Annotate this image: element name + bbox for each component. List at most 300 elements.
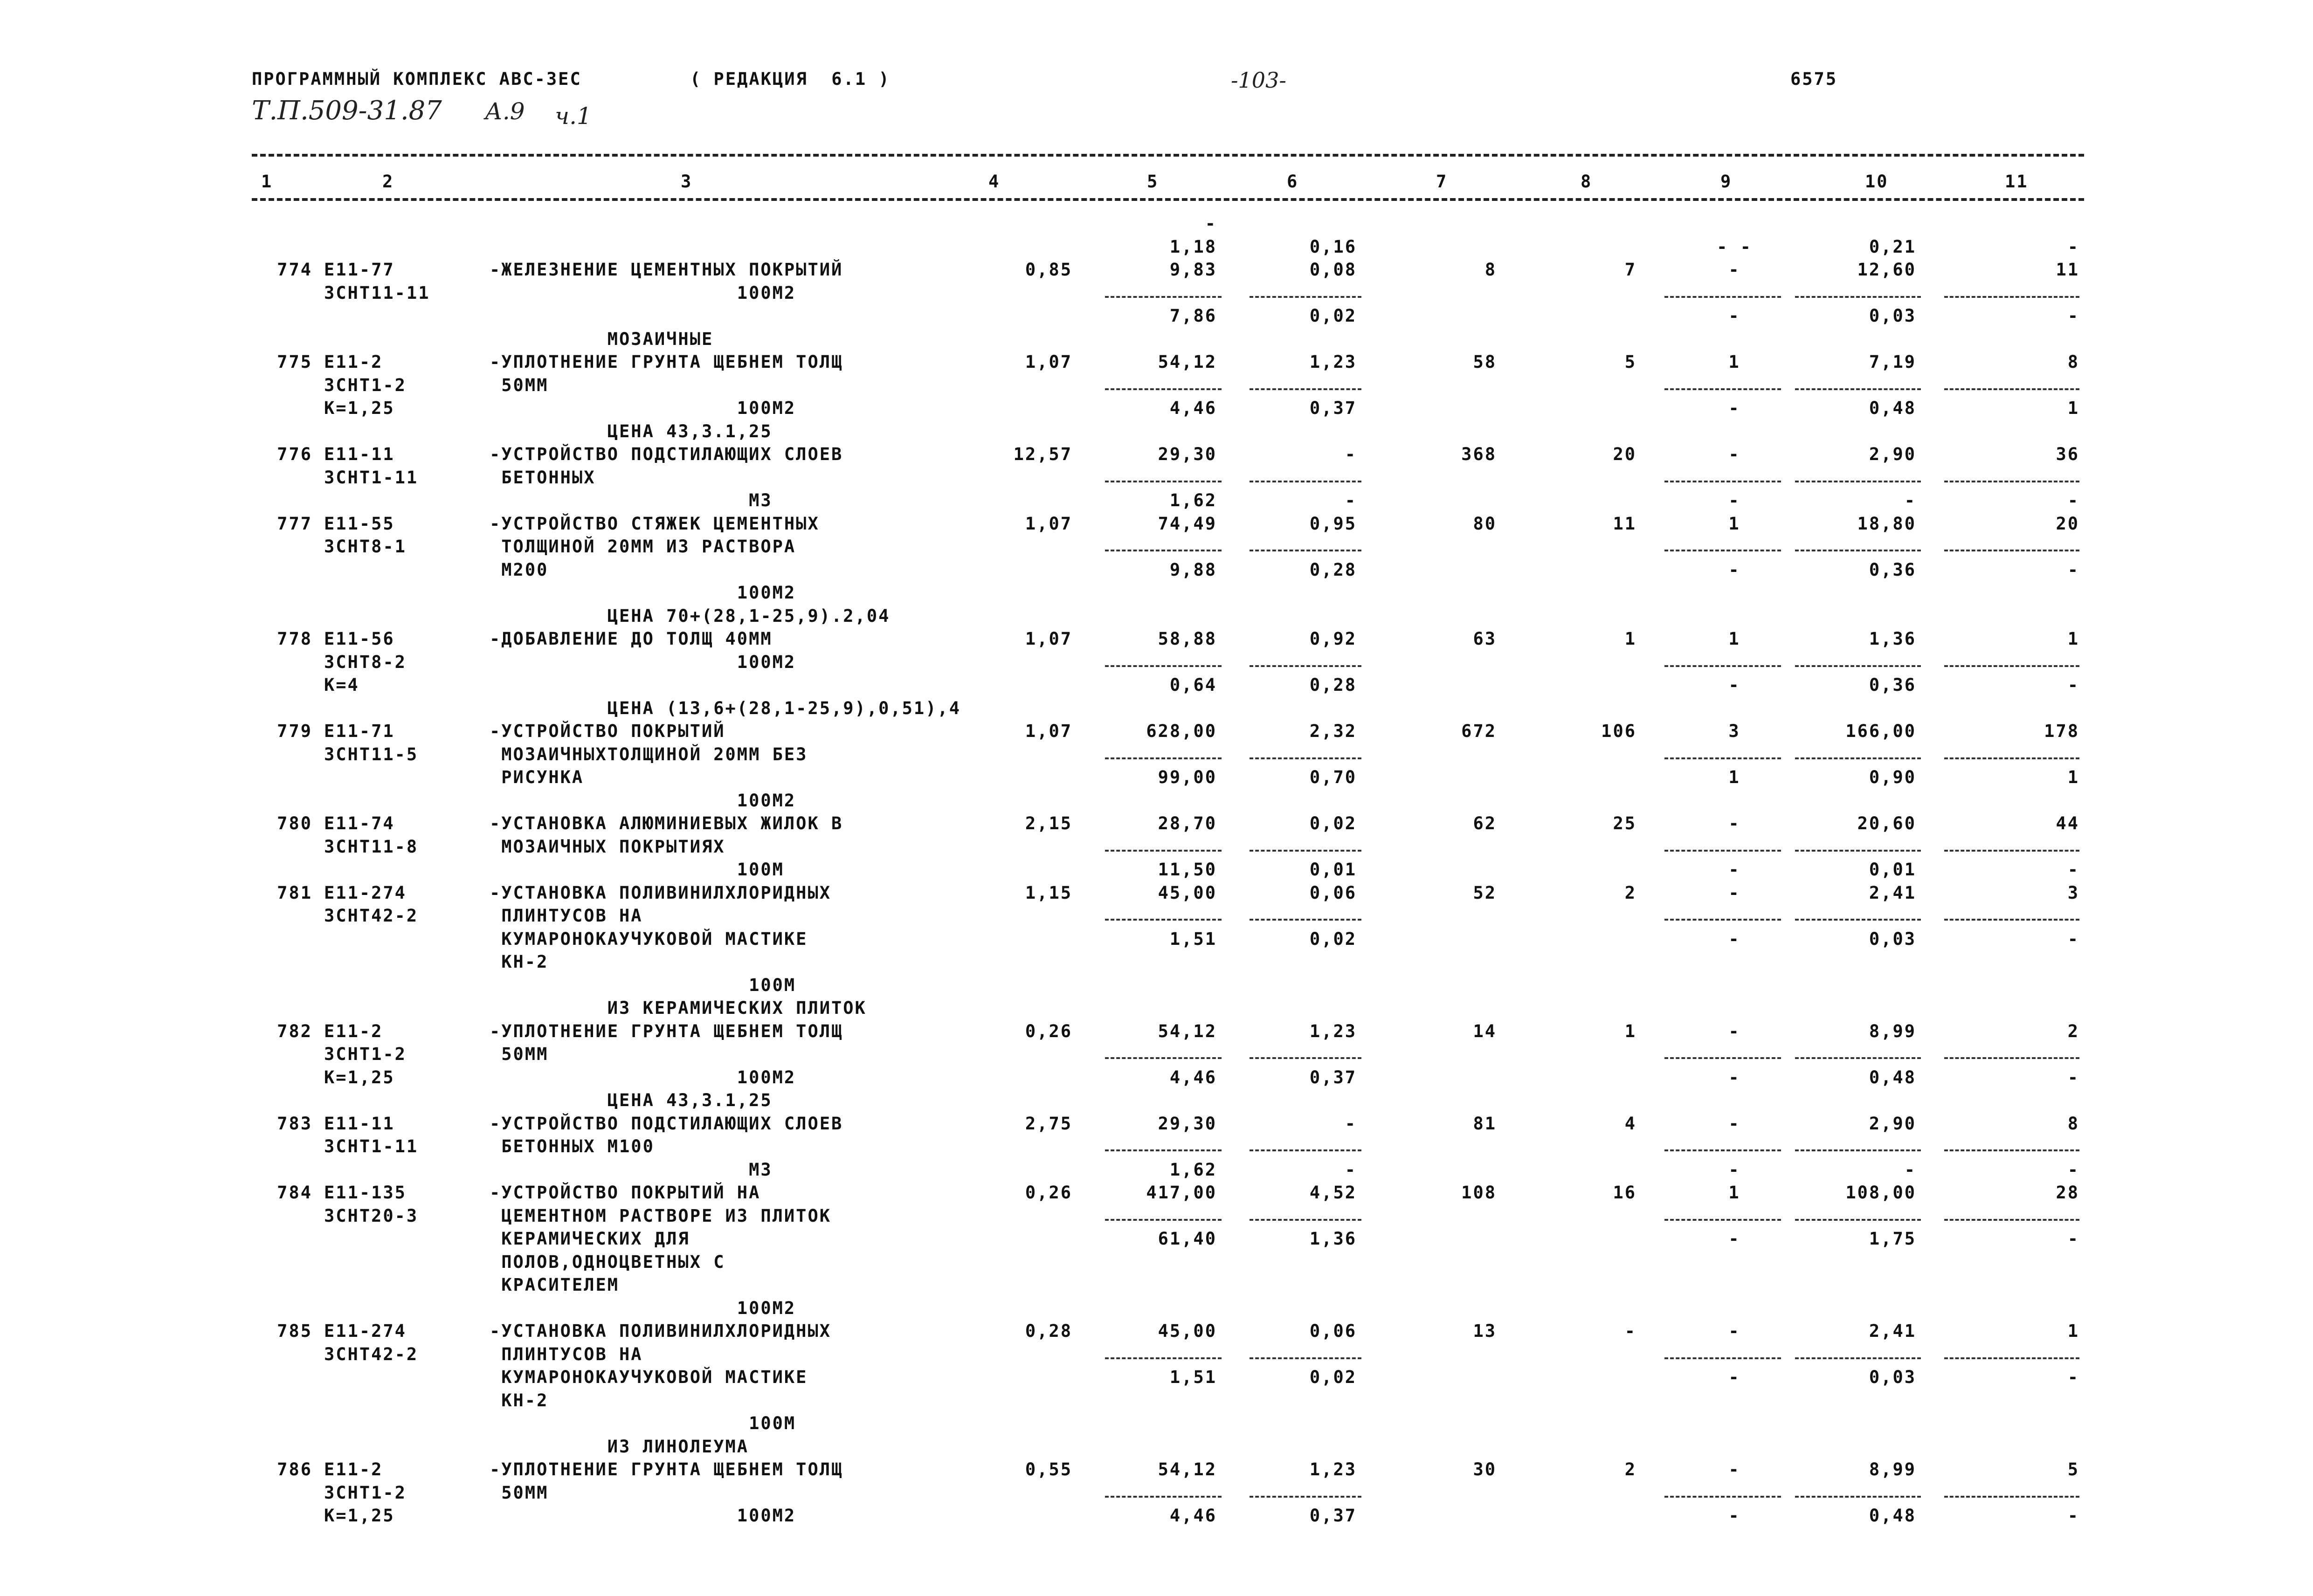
cell-c9: -: [1728, 675, 1740, 695]
cell-c11: 44: [2056, 813, 2079, 833]
cell-c11: 1: [2067, 629, 2079, 649]
cell-c7: 13: [1473, 1321, 1497, 1341]
subtotal-separator: [1105, 919, 1222, 921]
cell-c10: 2,41: [1869, 882, 1916, 903]
cell-desc: МОЗАИЧНЫХ ПОКРЫТИЯХ: [490, 836, 725, 857]
subtotal-separator: [1664, 388, 1781, 390]
cell-c6: 1,23: [1309, 352, 1357, 372]
cell-desc: ПОЛОВ,ОДНОЦВЕТНЫХ С: [490, 1252, 725, 1272]
cell-c10: 2,90: [1869, 1113, 1916, 1134]
cell-c11: 28: [2056, 1183, 2079, 1203]
cell-c10: 1,36: [1869, 629, 1916, 649]
cell-c4: 0,26: [1025, 1021, 1072, 1041]
subtotal-separator: [1795, 850, 1921, 852]
cell-c7: 80: [1473, 513, 1497, 534]
cell-c9: -: [1728, 882, 1740, 903]
cell-c5: 0,64: [1169, 675, 1217, 695]
cell-code: E11-135: [324, 1183, 407, 1203]
cell-code: E11-11: [324, 444, 395, 464]
cell-c9: -: [1728, 398, 1740, 418]
cell-c10: 0,03: [1869, 306, 1916, 326]
cell-desc: ПЛИНТУСОВ НА: [490, 906, 643, 926]
cell-c11: -: [2067, 306, 2079, 326]
cell-c11: -: [2067, 1506, 2079, 1526]
cell-c6: 0,28: [1309, 675, 1357, 695]
handwritten-reference: Т.П.509-31.87: [252, 96, 442, 126]
subtotal-separator: [1795, 1219, 1921, 1221]
document-code: 6575: [1790, 69, 1838, 89]
program-title: ПРОГРАММНЫЙ КОМПЛЕКС АВС-3ЕС: [252, 69, 582, 89]
cell-c8: 1: [1624, 1021, 1636, 1041]
column-header-5: 5: [1147, 172, 1159, 192]
column-header-6: 6: [1287, 172, 1299, 192]
cell-c10: 0,90: [1869, 767, 1916, 787]
cell-c7: 672: [1461, 721, 1497, 741]
cell-c9: -: [1728, 1506, 1740, 1526]
cell-code: E11-74: [324, 813, 395, 833]
cell-desc: -УПЛОТНЕНИЕ ГРУНТА ЩЕБНЕМ ТОЛЩ: [490, 1459, 843, 1479]
cell-code: ЗСНТ8-1: [324, 537, 407, 557]
subtotal-separator: [1944, 1149, 2079, 1151]
subtotal-separator: [1944, 388, 2079, 390]
cell-c5: 61,40: [1158, 1229, 1217, 1249]
cell-desc: 100М2: [490, 398, 796, 418]
subtotal-separator: [1944, 1496, 2079, 1498]
cell-desc: М200: [490, 559, 549, 580]
subtotal-separator: [1795, 1057, 1921, 1059]
cell-c11: -: [2067, 236, 2079, 257]
cell-c10: 2,90: [1869, 444, 1916, 464]
cell-code: E11-2: [324, 1459, 383, 1479]
cell-c11: 11: [2056, 260, 2079, 280]
cell-desc: ТОЛЩИНОЙ 20ММ ИЗ РАСТВОРА: [490, 537, 796, 557]
subtotal-separator: [1944, 481, 2079, 482]
cell-c11: 3: [2067, 882, 2079, 903]
cell-code: ЗСНТ11-11: [324, 282, 430, 303]
subtotal-separator: [1250, 388, 1361, 390]
cell-desc: КУМАРОНОКАУЧУКОВОЙ МАСТИКЕ: [490, 1367, 808, 1387]
cell-desc: -УСТАНОВКА ПОЛИВИНИЛХЛОРИДНЫХ: [490, 1321, 832, 1341]
cell-desc: МОЗАИЧНЫЕ: [490, 329, 714, 349]
cell-c10: 0,03: [1869, 929, 1916, 949]
subtotal-separator: [1795, 1149, 1921, 1151]
cell-c9: -: [1728, 306, 1740, 326]
cell-no: 785: [277, 1321, 312, 1341]
cell-c11: 8: [2067, 352, 2079, 372]
cell-c5: 45,00: [1158, 882, 1217, 903]
cell-desc: ПЛИНТУСОВ НА: [490, 1344, 643, 1364]
cell-desc: 50ММ: [490, 1482, 549, 1503]
cell-c6: 0,37: [1309, 398, 1357, 418]
column-header-9: 9: [1720, 172, 1733, 192]
subtotal-separator: [1664, 1496, 1781, 1498]
subtotal-separator: [1944, 757, 2079, 759]
subtotal-separator: [1795, 481, 1921, 482]
cell-c9: 1: [1728, 352, 1740, 372]
cell-no: 784: [277, 1183, 312, 1203]
cell-c7: 81: [1473, 1113, 1497, 1134]
cell-c8: 11: [1613, 513, 1636, 534]
cell-c5: 7,86: [1169, 306, 1217, 326]
cell-c10: 0,48: [1869, 1067, 1916, 1087]
cell-c10: 0,48: [1869, 1506, 1916, 1526]
subtotal-separator: [1250, 1357, 1361, 1359]
column-header-8: 8: [1581, 172, 1593, 192]
cell-c10: 0,21: [1869, 236, 1916, 257]
cell-desc: 50ММ: [490, 1044, 549, 1064]
cell-desc: КРАСИТЕЛЕМ: [490, 1275, 620, 1295]
cell-c9: -: [1728, 1113, 1740, 1134]
cell-code: ЗСНТ1-2: [324, 1044, 407, 1064]
cell-c9: -: [1728, 1367, 1740, 1387]
cell-c11: -: [2067, 860, 2079, 880]
cell-code: ЗСНТ42-2: [324, 1344, 419, 1364]
cell-no: 779: [277, 721, 312, 741]
cell-no: 777: [277, 513, 312, 534]
cell-c9: -: [1728, 1159, 1740, 1180]
cell-code: ЗСНТ1-11: [324, 467, 419, 488]
subtotal-separator: [1664, 919, 1781, 921]
cell-no: 778: [277, 629, 312, 649]
cell-c5: 29,30: [1158, 444, 1217, 464]
cell-c10: 1,75: [1869, 1229, 1916, 1249]
cell-c5: 9,88: [1169, 559, 1217, 580]
cell-code: К=1,25: [324, 398, 395, 418]
handwritten-album: А.9: [485, 98, 525, 125]
cell-c11: -: [2067, 1159, 2079, 1180]
cell-c11: 8: [2067, 1113, 2079, 1134]
cell-c11: -: [2067, 559, 2079, 580]
subtotal-separator: [1944, 1357, 2079, 1359]
cell-c5: 1,62: [1169, 490, 1217, 510]
cell-c11: -: [2067, 929, 2079, 949]
cell-c10: 18,80: [1857, 513, 1916, 534]
cell-desc: МОЗАИЧНЫХТОЛЩИНОЙ 20ММ БЕЗ: [490, 744, 808, 764]
cell-c6: 0,02: [1309, 813, 1357, 833]
cell-c10: 7,19: [1869, 352, 1916, 372]
cell-code: E11-2: [324, 1021, 383, 1041]
cell-c9: -: [1728, 929, 1740, 949]
subtotal-separator: [1664, 1219, 1781, 1221]
cell-c9: 1: [1728, 767, 1740, 787]
subtotal-separator: [1664, 1057, 1781, 1059]
cell-c8: 2: [1624, 882, 1636, 903]
cell-desc: -УСТАНОВКА ПОЛИВИНИЛХЛОРИДНЫХ: [490, 882, 832, 903]
handwritten-part: ч.1: [555, 103, 592, 130]
column-header-4: 4: [988, 172, 1001, 192]
cell-desc: 100М: [490, 1413, 796, 1433]
cell-c10: -: [1904, 490, 1916, 510]
cell-desc: 100М2: [490, 652, 796, 672]
cell-c7: 8: [1484, 260, 1497, 280]
cell-c4: 1,07: [1025, 352, 1072, 372]
cell-c6: 2,32: [1309, 721, 1357, 741]
subtotal-separator: [1105, 550, 1222, 551]
cell-c6: 0,95: [1309, 513, 1357, 534]
subtotal-separator: [1944, 919, 2079, 921]
edition-label: ( РЕДАКЦИЯ 6.1 ): [690, 69, 891, 89]
subtotal-separator: [1250, 1057, 1361, 1059]
subtotal-separator: [1795, 919, 1921, 921]
cell-c5: 54,12: [1158, 352, 1217, 372]
cell-c10: 0,48: [1869, 398, 1916, 418]
subtotal-separator: [1105, 850, 1222, 852]
cell-code: E11-55: [324, 513, 395, 534]
cell-desc: -УСТРОЙСТВО ПОКРЫТИЙ НА: [490, 1183, 761, 1203]
subtotal-separator: [1944, 550, 2079, 551]
cell-c11: -: [2067, 1367, 2079, 1387]
cell-c7: 58: [1473, 352, 1497, 372]
subtotal-separator: [1664, 481, 1781, 482]
cell-c4: 0,55: [1025, 1459, 1072, 1479]
cell-code: ЗСНТ1-2: [324, 375, 407, 395]
cell-c8: 4: [1624, 1113, 1636, 1134]
cell-c9: -: [1728, 813, 1740, 833]
cell-code: К=1,25: [324, 1506, 395, 1526]
subtotal-separator: [1105, 665, 1222, 667]
cell-c10: 20,60: [1857, 813, 1916, 833]
subtotal-separator: [1664, 1149, 1781, 1151]
cell-code: ЗСНТ11-5: [324, 744, 419, 764]
cell-c6: 0,08: [1309, 260, 1357, 280]
cell-c6: 0,02: [1309, 929, 1357, 949]
cell-code: ЗСНТ1-11: [324, 1136, 419, 1156]
cell-c6: 0,37: [1309, 1506, 1357, 1526]
cell-desc: КН-2: [490, 1390, 549, 1410]
cell-c9: -: [1728, 860, 1740, 880]
subtotal-separator: [1795, 296, 1921, 298]
cell-c8: 5: [1624, 352, 1636, 372]
cell-c7: 62: [1473, 813, 1497, 833]
column-header-11: 11: [2005, 172, 2029, 192]
cell-c5: 99,00: [1158, 767, 1217, 787]
cell-c5: 54,12: [1158, 1021, 1217, 1041]
column-header-3: 3: [681, 172, 693, 192]
cell-c8: 20: [1613, 444, 1636, 464]
subtotal-separator: [1250, 1219, 1361, 1221]
cell-c4: 1,07: [1025, 629, 1072, 649]
cell-c6: 0,92: [1309, 629, 1357, 649]
cell-c5: 417,00: [1146, 1183, 1217, 1203]
cell-c10: 0,36: [1869, 675, 1916, 695]
cell-desc: М3: [490, 490, 773, 510]
subtotal-separator: [1795, 665, 1921, 667]
subtotal-separator: [1944, 850, 2079, 852]
cell-desc: -УСТРОЙСТВО ПОДСТИЛАЮЩИХ СЛОЕВ: [490, 1113, 843, 1134]
cell-c6: -: [1345, 1159, 1357, 1180]
cell-c9: -: [1728, 1459, 1740, 1479]
cell-code: E11-274: [324, 1321, 407, 1341]
subtotal-separator: [1664, 1357, 1781, 1359]
subtotal-separator: [1795, 550, 1921, 551]
cell-c4: 1,07: [1025, 513, 1072, 534]
cell-code: E11-56: [324, 629, 395, 649]
subtotal-separator: [1944, 1219, 2079, 1221]
cell-c10: 108,00: [1845, 1183, 1916, 1203]
subtotal-separator: [1664, 665, 1781, 667]
cell-desc: -УПЛОТНЕНИЕ ГРУНТА ЩЕБНЕМ ТОЛЩ: [490, 352, 843, 372]
cell-desc: КУМАРОНОКАУЧУКОВОЙ МАСТИКЕ: [490, 929, 808, 949]
cell-c11: 20: [2056, 513, 2079, 534]
cell-no: 782: [277, 1021, 312, 1041]
cell-desc: ЦЕНА 70+(28,1-25,9).2,04: [490, 605, 891, 626]
cell-desc: РИСУНКА: [490, 767, 584, 787]
cell-c5: 54,12: [1158, 1459, 1217, 1479]
cell-c10: -: [1904, 1159, 1916, 1180]
cell-c8: 106: [1601, 721, 1636, 741]
cell-c8: 7: [1624, 260, 1636, 280]
cell-c9: 3: [1728, 721, 1740, 741]
cell-no: 774: [277, 260, 312, 280]
cell-c6: 1,23: [1309, 1459, 1357, 1479]
cell-c9: -: [1728, 1229, 1740, 1249]
cell-desc: 100М2: [490, 790, 796, 811]
cell-desc: ИЗ ЛИНОЛЕУМА: [490, 1436, 749, 1457]
cell-c9: -: [1728, 1321, 1740, 1341]
subtotal-separator: [1944, 1057, 2079, 1059]
cell-c11: -: [2067, 490, 2079, 510]
cell-c9: -: [1728, 444, 1740, 464]
cell-no: 776: [277, 444, 312, 464]
cell-desc: КЕРАМИЧЕСКИХ ДЛЯ: [490, 1229, 690, 1249]
subtotal-separator: [1105, 1357, 1222, 1359]
cell-c8: 25: [1613, 813, 1636, 833]
subtotal-separator: [1795, 1496, 1921, 1498]
cell-c6: 0,70: [1309, 767, 1357, 787]
cell-c8: -: [1624, 1321, 1636, 1341]
cell-c5: 1,62: [1169, 1159, 1217, 1180]
cell-code: ЗСНТ1-2: [324, 1482, 407, 1503]
cell-no: 786: [277, 1459, 312, 1479]
cell-c11: 1: [2067, 767, 2079, 787]
cell-c10: 166,00: [1845, 721, 1916, 741]
cell-c8: 2: [1624, 1459, 1636, 1479]
page-number: -103-: [1231, 68, 1286, 93]
cell-c10: 12,60: [1857, 260, 1916, 280]
cell-code: E11-71: [324, 721, 395, 741]
cell-code: К=4: [324, 675, 359, 695]
subtotal-separator: [1250, 665, 1361, 667]
subtotal-separator: [1664, 850, 1781, 852]
cell-desc: 100М2: [490, 1506, 796, 1526]
subtotal-separator: [1664, 550, 1781, 551]
cell-c11: -: [2067, 1067, 2079, 1087]
subtotal-separator: [1944, 665, 2079, 667]
cell-c5: 28,70: [1158, 813, 1217, 833]
cell-c7: 52: [1473, 882, 1497, 903]
cell-c5: 1,51: [1169, 929, 1217, 949]
subtotal-separator: [1250, 919, 1361, 921]
cell-c10: 8,99: [1869, 1459, 1916, 1479]
cell-code: ЗСНТ42-2: [324, 906, 419, 926]
cell-c6: -: [1345, 444, 1357, 464]
cell-c7: 30: [1473, 1459, 1497, 1479]
cell-c6: -: [1345, 1113, 1357, 1134]
cell-c4: 0,26: [1025, 1183, 1072, 1203]
cell-desc: -ДОБАВЛЕНИЕ ДО ТОЛЩ 40ММ: [490, 629, 773, 649]
cell-c6: 0,16: [1309, 236, 1357, 257]
cell-c7: 14: [1473, 1021, 1497, 1041]
subtotal-separator: [1105, 296, 1222, 298]
cell-c5: 29,30: [1158, 1113, 1217, 1134]
cell-c4: 1,15: [1025, 882, 1072, 903]
cell-desc: -УСТАНОВКА АЛЮМИНИЕВЫХ ЖИЛОК В: [490, 813, 843, 833]
cell-c8: 16: [1613, 1183, 1636, 1203]
cell-c6: 0,06: [1309, 1321, 1357, 1341]
cell-desc: ЦЕМЕНТНОМ РАСТВОРЕ ИЗ ПЛИТОК: [490, 1205, 832, 1226]
subtotal-separator: [1105, 1057, 1222, 1059]
cell-c5: 58,88: [1158, 629, 1217, 649]
cell-c4: 12,57: [1013, 444, 1072, 464]
cell-desc: М3: [490, 1159, 773, 1180]
cell-no: 783: [277, 1113, 312, 1134]
cell-desc: 100М: [490, 860, 784, 880]
cell-c9: 1: [1728, 629, 1740, 649]
cell-c10: 0,36: [1869, 559, 1916, 580]
cell-c5: 45,00: [1158, 1321, 1217, 1341]
cell-c4: 0,85: [1025, 260, 1072, 280]
subtotal-separator: [1664, 757, 1781, 759]
subtotal-separator: [1250, 296, 1361, 298]
cell-desc: БЕТОННЫХ М100: [490, 1136, 655, 1156]
cell-c4: 2,15: [1025, 813, 1072, 833]
table-top-rule: [252, 154, 2084, 157]
cell-code: К=1,25: [324, 1067, 395, 1087]
subtotal-separator: [1105, 1219, 1222, 1221]
cell-c11: 5: [2067, 1459, 2079, 1479]
cell-c10: 2,41: [1869, 1321, 1916, 1341]
cell-c6: 0,02: [1309, 1367, 1357, 1387]
cell-desc: ЦЕНА 43,3.1,25: [490, 421, 773, 441]
cell-c7: 63: [1473, 629, 1497, 649]
subtotal-separator: [1795, 757, 1921, 759]
subtotal-separator: [1250, 481, 1361, 482]
cell-c9: 1: [1728, 513, 1740, 534]
cell-code: E11-11: [324, 1113, 395, 1134]
cell-c11: 36: [2056, 444, 2079, 464]
subtotal-separator: [1795, 1357, 1921, 1359]
cell-c9: -: [1728, 1021, 1740, 1041]
subtotal-separator: [1105, 1496, 1222, 1498]
cell-c7: 108: [1461, 1183, 1497, 1203]
cell-c11: 178: [2044, 721, 2079, 741]
cell-c5: 1,18: [1169, 236, 1217, 257]
cell-c5: -: [1205, 213, 1217, 234]
cell-code: ЗСНТ8-2: [324, 652, 407, 672]
cell-desc: БЕТОННЫХ: [490, 467, 596, 488]
cell-c5: 1,51: [1169, 1367, 1217, 1387]
cell-c10: 0,01: [1869, 860, 1916, 880]
cell-c9: -: [1728, 490, 1740, 510]
column-header-10: 10: [1865, 172, 1889, 192]
cell-c10: 8,99: [1869, 1021, 1916, 1041]
cell-c6: 0,01: [1309, 860, 1357, 880]
cell-desc: -УСТРОЙСТВО ПОКРЫТИЙ: [490, 721, 725, 741]
cell-c6: 0,06: [1309, 882, 1357, 903]
cell-c11: 2: [2067, 1021, 2079, 1041]
cell-code: ЗСНТ20-3: [324, 1205, 419, 1226]
cell-c6: -: [1345, 490, 1357, 510]
cell-desc: 50ММ: [490, 375, 549, 395]
cell-desc: 100М2: [490, 1067, 796, 1087]
cell-c11: -: [2067, 675, 2079, 695]
subtotal-separator: [1250, 1149, 1361, 1151]
subtotal-separator: [1250, 850, 1361, 852]
subtotal-separator: [1250, 1496, 1361, 1498]
cell-c4: 1,07: [1025, 721, 1072, 741]
cell-c5: 74,49: [1158, 513, 1217, 534]
cell-c6: 1,36: [1309, 1229, 1357, 1249]
